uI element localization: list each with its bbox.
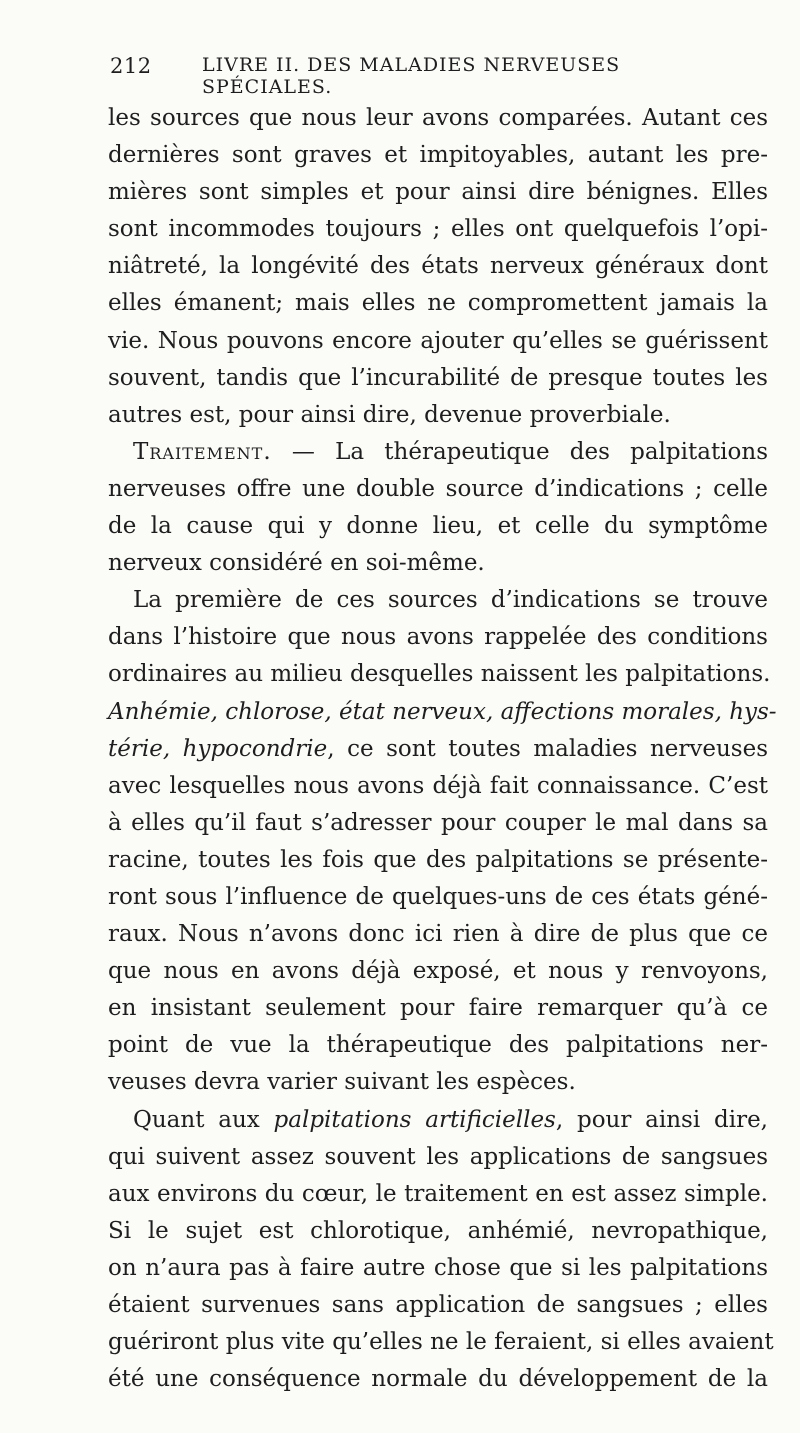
text-line <box>108 731 768 768</box>
running-title: LIVRE II. DES MALADIES NERVEUSES SPÉCIALES. <box>202 54 621 98</box>
page-number: 212 <box>110 54 152 78</box>
text-line: vie. Nous pouvons encore ajouter qu’elles se guérissent <box>108 327 768 354</box>
text-line: en insistant seulement pour faire remarquer qu’à ce <box>108 995 768 1022</box>
text-line: racine, toutes les fois que des palpitations se présente- <box>108 846 768 873</box>
text-line: ordinaires au milieu desquelles naissent les palpitations. <box>108 661 771 688</box>
text-line: les sources que nous leur avons comparées. Autant ces <box>108 105 768 131</box>
text-line: veuses devra varier suivant les espèces. <box>108 1069 576 1096</box>
italic-text: Anhémie, chlorose, état nerveux, affections morales, hys- <box>108 698 777 725</box>
text-line <box>108 694 777 731</box>
text-fragment: Quant aux <box>133 1106 260 1133</box>
text-line: Si le sujet est chlorotique, anhémié, nevropathique, <box>108 1217 768 1244</box>
text-line: de la cause qui y donne lieu, et celle du symptôme <box>108 513 768 540</box>
text-fragment: — La thérapeutique des palpitations <box>291 438 769 465</box>
text-line: qui suivent assez souvent les applications de sangsues <box>108 1143 768 1170</box>
text-line: point de vue la thérapeutique des palpitations ner- <box>108 1032 768 1059</box>
text-line: autres est, pour ainsi dire, devenue proverbiale. <box>108 401 671 428</box>
text-line: ront sous l’influence de quelques-uns de ces états géné- <box>108 883 768 910</box>
text-line: dernières sont graves et impitoyables, autant les pre- <box>108 142 768 169</box>
text-line: nerveuses offre une double source d’indications ; celle <box>108 475 768 502</box>
text-line: souvent, tandis que l’incurabilité de presque toutes les <box>108 364 768 391</box>
text-line: que nous en avons déjà exposé, et nous y renvoyons, <box>108 958 768 985</box>
text-line: raux. Nous n’avons donc ici rien à dire de plus que ce <box>108 921 768 948</box>
text-line: guériront plus vite qu’elles ne le feraient, si elles avaient <box>108 1329 774 1356</box>
text-line: sont incommodes toujours ; elles ont quelquefois l’opi- <box>108 216 768 243</box>
text-fragment: , pour ainsi dire, <box>555 1106 768 1133</box>
italic-text: palpitations artificielles <box>273 1106 556 1133</box>
text-line <box>108 1102 768 1139</box>
text-line: elles émanent; mais elles ne compromettent jamais la <box>108 290 768 317</box>
text-line: mières sont simples et pour ainsi dire bénignes. Elles <box>108 179 768 206</box>
text-line: avec lesquelles nous avons déjà fait connaissance. C’est <box>108 772 768 799</box>
text-line: aux environs du cœur, le traitement en est assez simple. <box>108 1180 768 1207</box>
text-line: à elles qu’il faut s’adresser pour couper le mal dans sa <box>108 809 768 836</box>
section-heading: Traitement. <box>133 438 272 465</box>
text-line: dans l’histoire que nous avons rappelée des conditions <box>108 624 768 651</box>
text-line: on n’aura pas à faire autre chose que si les palpitations <box>108 1254 768 1281</box>
text-line: niâtreté, la longévité des états nerveux généraux dont <box>108 253 768 280</box>
text-line <box>108 434 768 471</box>
text-line: nerveux considéré en soi-même. <box>108 550 485 577</box>
page-header <box>110 54 690 98</box>
text-line: La première de ces sources d’indications se trouve <box>133 587 768 614</box>
text-line: étaient survenues sans application de sangsues ; elles <box>108 1292 768 1318</box>
text-fragment: , ce sont toutes maladies nerveuses <box>327 735 769 762</box>
body-text <box>108 100 777 1398</box>
text-line: été une conséquence normale du développement de la <box>108 1366 768 1393</box>
italic-text: térie, hypocondrie <box>108 735 328 762</box>
